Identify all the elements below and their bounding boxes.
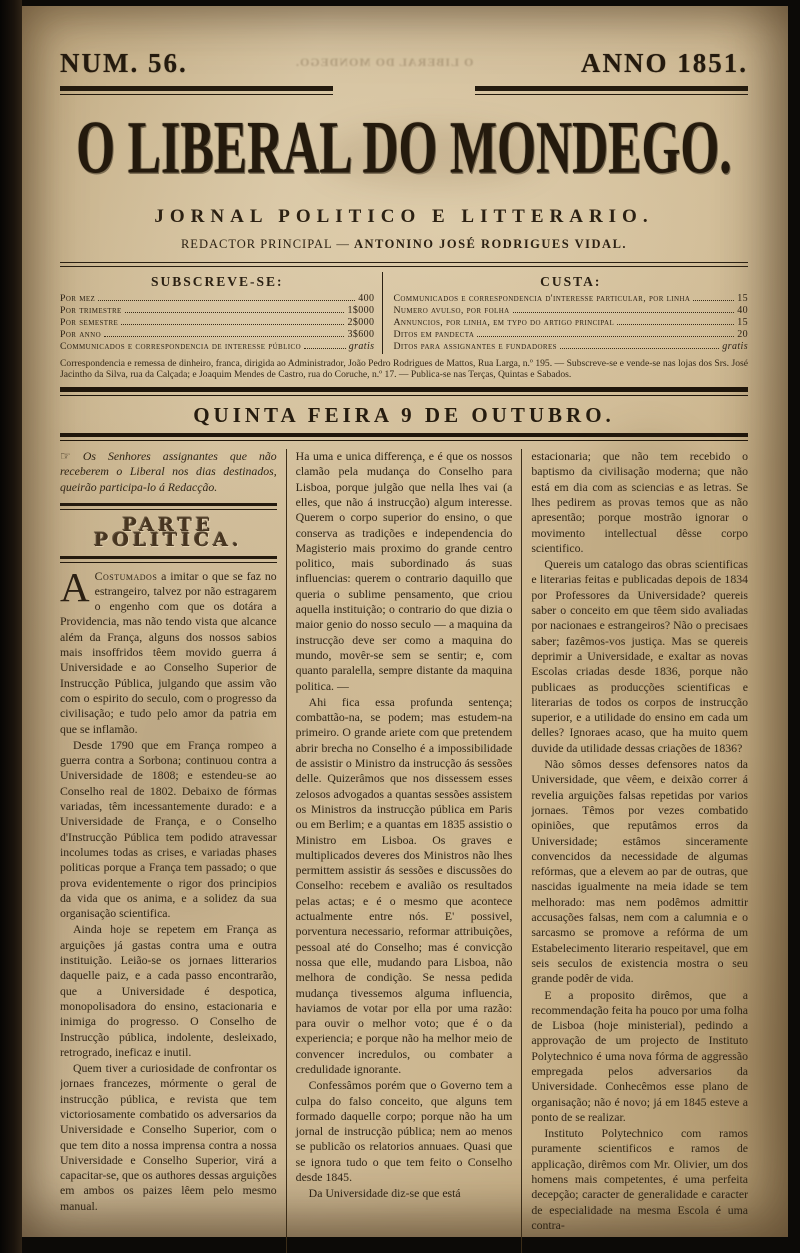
pricing-row — [393, 317, 748, 329]
price-value: 3$600 — [347, 329, 375, 341]
admin-note: Correspondencia e remessa de dinheiro, franca, dirigida ao Administrador, João Pedro Rodrigues de Mattos, Rua Larga, n.º 195. — Subscreve-se e vende-se nas lojas dos Srs. José Jacintho da Silva, rua da Calçada; e Joaquim Mendes de Castro, rua do Coruche, n.º 17. — Publica-se nas Terças, Quintas e Sabados. — [60, 357, 748, 381]
editor-line — [60, 237, 748, 252]
date-heading: QUINTA FEIRA 9 DE OUTUBRO. — [193, 403, 615, 428]
paragraph: E a proposito dirêmos, que a recommendação feita ha pouco por uma folha de Lisboa (hoje ministerial), pedindo a approvação de um projecto de Instituto Polytechnico é uma nova fórma de aggressão empregada pelos adversarios da Universidade. Conhecêmos esse plano de organisação; não é novo; já em 1845 esteve a ponto de se realizar. — [531, 987, 748, 1124]
price-value: 15 — [737, 316, 748, 328]
subtitle: JORNAL POLITICO E LITTERARIO. — [154, 206, 654, 227]
column-2 — [286, 449, 522, 1253]
paragraph: Da Universidade diz-se que está — [308, 1186, 461, 1201]
subscription-box — [60, 272, 748, 354]
paragraph: Ahi fica essa profunda sentença; combattão-na, se podem; mas estudem-na primeiro. O grande ariete com que pretendem abrir brecha no Conselho é a impossibilidade de assistir o Ministro da instrucção ás sessões delle. Quizerâmos que nos dissessem esses zelosos advogados a quantas sessões assistem os Ministros da instrucção pública em Paris ou em Berlim; e a quantas em 1835 assistio o Ministro em Lisboa. Os graves e multiplicados deveres dos Ministros não lhes permittem assistir ás sessões e discussões do Conselho: recebem e avalião os resultados pelas actas; e é o mesmo que acontece actualmente entre nós. E' possivel, porventura necessario, reformar attribuições, pessoal até do Conselho; mas é convicção nossa que elle, mudando para Lisboa, não melhora de condição. Se nessa pedida mudança tivessemos alguma influencia, haviamos de votar por ella por uma razão: para ouvir o melhor voto; que é o da experiencia; e porque não ha melhor meio de convencer incredulos, ou combater a credulidade ignorante. — [295, 694, 513, 1076]
dot-leader — [477, 336, 734, 337]
price-label: Annuncios, por linha, em typo do artigo principal — [393, 316, 615, 328]
section-rule — [60, 556, 277, 563]
dot-leader — [125, 312, 345, 313]
price-value: 2$000 — [347, 316, 375, 328]
pricing-row — [393, 329, 748, 341]
paragraph: Instituto Polytechnico com ramos puramente scientificos e ramos de applicação, dirêmos com Mr. Olivier, um dos homens mais competentes, é uma perfeita decepção; caracter de generalidade e caracter de especialidade na mesma Escola é uma contra- — [531, 1126, 748, 1232]
editor-name: ANTONINO JOSÉ RODRIGUES VIDAL. — [353, 237, 628, 251]
paragraph-text: a imitar o que se faz no estrangeiro, talvez por não estragarem o engenho com que os dotára a Providencia, mas não tendo vista que alcance além da França, alguns dos nossos sabios mais insoffridos têem movido guerra á Universidade e ao Conselho Superior de Instrucção Pública, julgando que assim vão com o espirito do seculo, com o progresso da civilisação; e tudo pelo amor da patria em que se inflamão. — [60, 568, 277, 736]
article-columns — [60, 449, 748, 1253]
pricing-row — [393, 305, 748, 317]
paragraph: Desde 1790 que em França rompeo a guerra contra a Sorbona; continuou contra a Universidade de 1808; e estendeu-se ao Conselho real de 1802. Debaixo de fórmas variadas, têm incessantemente durado: e a Universidade de França, e o Conselho d'Instrucção Pública tem podido atravessar incolumes todas as crises, e variadas phases politicas porque a França tem passado; o que prova evidentemente o rigor dos principios da vida que os anima, e a solidez da sua organisação scientifica. — [60, 737, 277, 921]
price-label: Communicados e correspondencia de interesse público — [60, 341, 302, 353]
subscribe-row — [60, 329, 374, 341]
price-label: Ditos em pandecta — [393, 329, 475, 341]
dot-leader — [693, 300, 734, 301]
header-rules — [60, 86, 748, 95]
paragraph: Ha uma e unica differença, e é que os nossos clamão pela mudança do Conselho para Lisboa, porque julgão que nella lhes vai (a elles, que não á instrucção) algum interesse. Querem o corpo superior do ensino, o que conserva as tradições e independencia do Magisterio mais proximo do grande centro politico, mais subordinado ás suas influencias: querem o contrario daquillo que queria o sublime pensamento, que criou aquella instituição; o contrario do que dizia o maior genio do nosso seculo — a maquina da instrucção deve ser como a maquina do mundo, movêr-se sem se sentir; e, com quanto paralella, sempre distante da maquina politica. — — [295, 449, 513, 693]
issue-number: NUM. 56. — [60, 48, 188, 78]
price-label: Por trimestre — [60, 304, 122, 316]
price-label: Por anno — [60, 329, 102, 341]
price-label: Numero avulso, por folha — [393, 304, 510, 316]
dot-leader — [104, 336, 344, 337]
section-heading: PARTE POLITICA. — [94, 513, 243, 551]
masthead-title: O LIBERAL DO MONDEGO. — [76, 105, 732, 190]
bleedthrough-text: O LIBERAL DO MONDEGO. — [295, 54, 474, 69]
editor-label: REDACTOR PRINCIPAL — — [180, 237, 350, 251]
paragraph: Não sômos desses defensores natos da Universidade, que vêem, e deixão correr á revelia arguições falsas repetidas por varios jornaes. Têmos por vezes combatido opiniões, que reputâmos erros da Universidade; estâmos sinceramente convencidos da necessidade de algumas refórmas, que a elevem ao par de outras, que nascidas igualmente na meia idade se tem melhorado: mas nem podêmos admittir accusações falsas, nem com a calumnia e o sarcasmo se promove a refórma de um Estabelecimento literario respeitavel, que em seis seculos de existencia mostra o seu grande podêr de vida. — [531, 757, 748, 986]
dot-leader — [121, 324, 344, 325]
year-label: ANNO 1851. — [581, 48, 748, 78]
paragraph: Quem tiver a curiosidade de confrontar os jornaes francezes, mórmente o geral de instrucção pública, e revista que tem victoriosamente combatido os adversarios da Universidade e Conselho Superior, com o que tem dito a nossa imprensa contra a nossa Universidade e Conselho Superior, virá a capacitar-se, que os authores dessas arguições em ambos os paizes lêem pelo mesmo manual. — [60, 1061, 277, 1213]
section-rule — [60, 503, 277, 510]
price-value: 15 — [737, 292, 748, 304]
rule-segment-left — [60, 86, 333, 95]
price-value: 40 — [737, 304, 748, 316]
subscribe-title: SUBSCREVE-SE: — [150, 273, 284, 289]
paragraph: Confessâmos porém que o Governo tem a culpa do falso conceito, que alguns tem formado daquelle corpo; porque não ha um jornal de instrucção pública; nem ao menos se publicão os relatorios annuaes. Quasi que se ignora tudo o que tem feito o Conselho desde 1845. — [295, 1078, 513, 1185]
paragraph: Ainda hoje se repetem em França as arguições já gastas contra uma e outra instituição. Leião-se os jornaes litterarios daquelle paiz, e a cada passo encontrarão, que a Universidade é despotica, monopolisadora do ensino, estacionaria e inimiga do progresso. O Conselho de Instrucção pública, indolente, desleixado, retrogrado, ineficaz e inutil. — [60, 922, 277, 1059]
column-3 — [521, 449, 748, 1253]
price-label: Por mez — [60, 292, 96, 304]
column-1 — [60, 449, 286, 1253]
price-label: Ditos para assignantes e fundadores — [393, 341, 557, 353]
price-value: 400 — [358, 292, 375, 304]
pricing-row — [393, 341, 748, 353]
paragraph: estacionaria; que não tem recebido o baptismo da civilisação moderna; que não está em dia com as sciencias e as letras. Se lhes pedirem as provas temos que as não apresentão; porque mostrão ignorar o movimento intellectual dêsse corpo scientifico. — [531, 449, 748, 555]
price-value: 1$000 — [347, 304, 375, 316]
manicule-icon: ☞ — [60, 449, 71, 464]
price-label: Por semestre — [60, 316, 119, 328]
subscribe-row — [60, 293, 374, 305]
subscribe-row — [60, 305, 374, 317]
issue-header — [60, 50, 748, 77]
pricing-title: CUSTA: — [540, 273, 602, 289]
paragraph: Quereis um catalogo das obras scientificas e literarias feitas e publicadas depois de 1834 por Professores da Universidade? quereis saber o conceito em que têem sido avaliadas por nacionaes e estrangeiros? Não o precisaes saber; fazêmos-vos justiça. Mas se quereis deprimir a Universidade, e exaltar as novas Escolas criadas desde 1836, porque não publicaes as producções scientificas e literarias de todos os corpos de instrucção superior, e a utilidade do ensino em cada um delles? Ignoraes acaso, que ha muito quem duvide da utilidade dessas criações de 1836? — [531, 557, 748, 755]
dot-leader — [617, 324, 734, 325]
price-value: gratis — [348, 341, 375, 353]
price-label: Communicados e correspondencia d'interesse particular, por linha — [393, 292, 691, 304]
pricing-section — [382, 272, 748, 354]
dot-leader — [98, 300, 355, 301]
subscribe-row — [60, 317, 374, 329]
subscribe-row — [60, 341, 374, 353]
dot-leader — [560, 348, 719, 349]
dot-leader — [513, 312, 735, 313]
heavy-rule — [60, 387, 748, 396]
opener-word: Costumados — [94, 568, 158, 583]
drop-cap: A — [60, 563, 90, 610]
notice-text: Os Senhores assignantes que não receberem o Liberal nos dias destinados, queirão participa-lo á Redacção. — [60, 449, 277, 494]
newspaper-page — [22, 6, 788, 1237]
pricing-row — [393, 293, 748, 305]
heavy-rule — [60, 433, 748, 441]
subscribe-section — [60, 272, 382, 354]
subscriber-notice — [60, 449, 277, 495]
price-value: gratis — [722, 341, 748, 353]
divider-rule — [60, 262, 748, 267]
price-value: 20 — [737, 329, 748, 341]
paragraph — [60, 563, 277, 737]
rule-segment-right — [475, 86, 748, 95]
dot-leader — [304, 348, 346, 349]
